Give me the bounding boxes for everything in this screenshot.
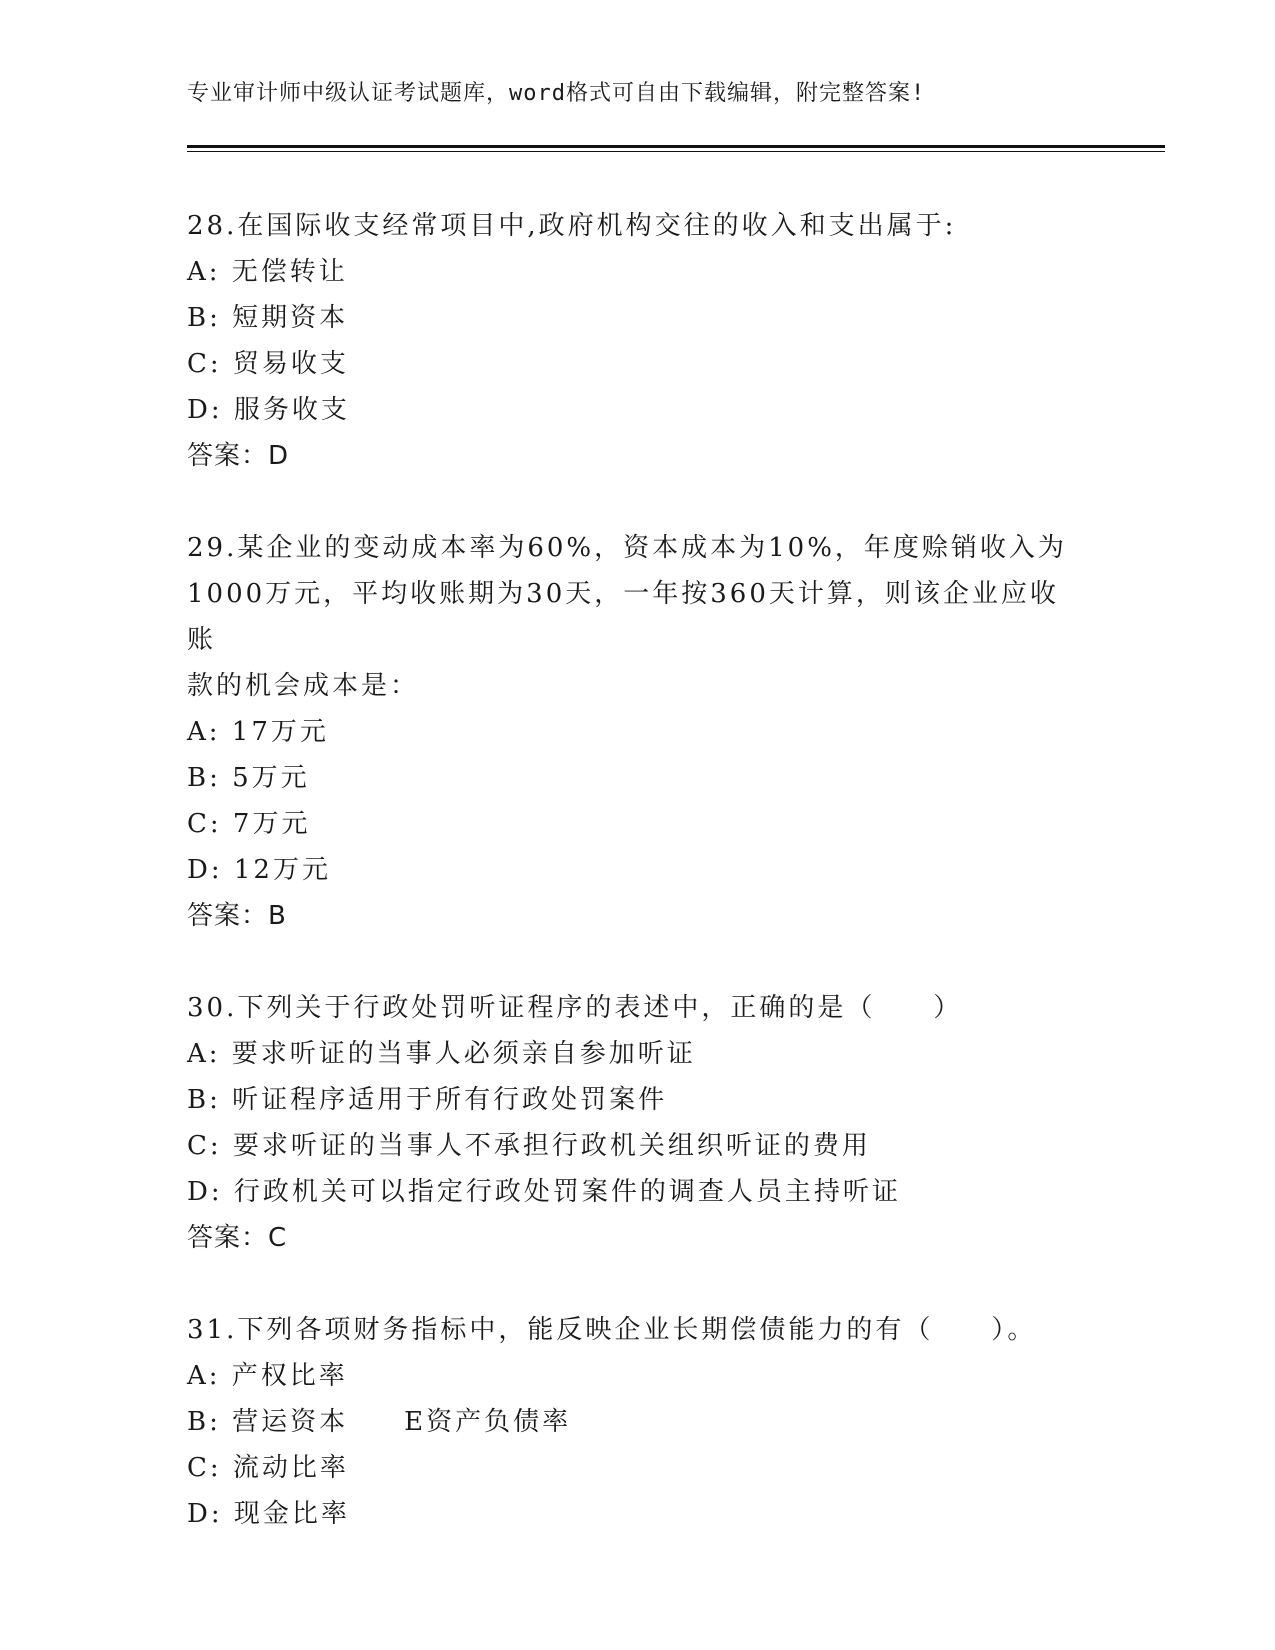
option-c: C: 贸易收支	[187, 349, 349, 379]
option-b: B: 听证程序适用于所有行政处罚案件	[187, 1085, 668, 1115]
option-d: D: 行政机关可以指定行政处罚案件的调查人员主持听证	[187, 1177, 901, 1207]
option-a: A: 要求听证的当事人必须亲自参加听证	[187, 1039, 696, 1069]
option-c: C: 流动比率	[187, 1453, 349, 1483]
option-e: E资产负债率	[404, 1407, 572, 1437]
question-list	[187, 203, 1087, 1583]
option-a: A: 无偿转让	[187, 257, 348, 287]
option-a: A: 17万元	[187, 717, 329, 747]
option-b: B: 短期资本	[187, 303, 349, 333]
option-c: C: 要求听证的当事人不承担行政机关组织听证的费用	[187, 1131, 871, 1161]
answer: 答案：C	[187, 1223, 288, 1253]
option-d: D: 12万元	[187, 855, 331, 885]
answer: 答案：B	[187, 901, 287, 931]
option-d: D: 服务收支	[187, 395, 350, 425]
question-29	[187, 525, 1087, 939]
option-b: B: 5万元	[187, 763, 310, 793]
option-d: D: 现金比率	[187, 1499, 350, 1529]
header-divider-thin	[187, 151, 1165, 152]
answer: 答案：D	[187, 441, 290, 471]
question-stem-line-1: 29.某企业的变动成本率为60%，资本成本为10%，年度赊销收入为	[187, 533, 1067, 563]
question-stem: 30.下列关于行政处罚听证程序的表述中，正确的是（ ）	[187, 993, 963, 1023]
option-b: B: 营运资本	[187, 1407, 349, 1437]
question-stem: 28.在国际收支经常项目中,政府机构交往的收入和支出属于:	[187, 211, 957, 241]
question-31	[187, 1307, 1087, 1537]
question-stem-line-2: 1000万元，平均收账期为30天，一年按360天计算，则该企业应收账	[187, 579, 1059, 655]
option-b-row	[187, 1399, 1087, 1445]
question-stem-line-3: 款的机会成本是：	[187, 671, 420, 701]
question-stem: 31.下列各项财务指标中，能反映企业长期偿债能力的有（ ）。	[187, 1315, 1037, 1345]
question-30	[187, 985, 1087, 1261]
option-c: C: 7万元	[187, 809, 311, 839]
question-28	[187, 203, 1087, 479]
page-header: 专业审计师中级认证考试题库，word格式可自由下载编辑，附完整答案!	[187, 81, 926, 106]
option-a: A: 产权比率	[187, 1361, 348, 1391]
header-divider-thick	[187, 145, 1165, 148]
